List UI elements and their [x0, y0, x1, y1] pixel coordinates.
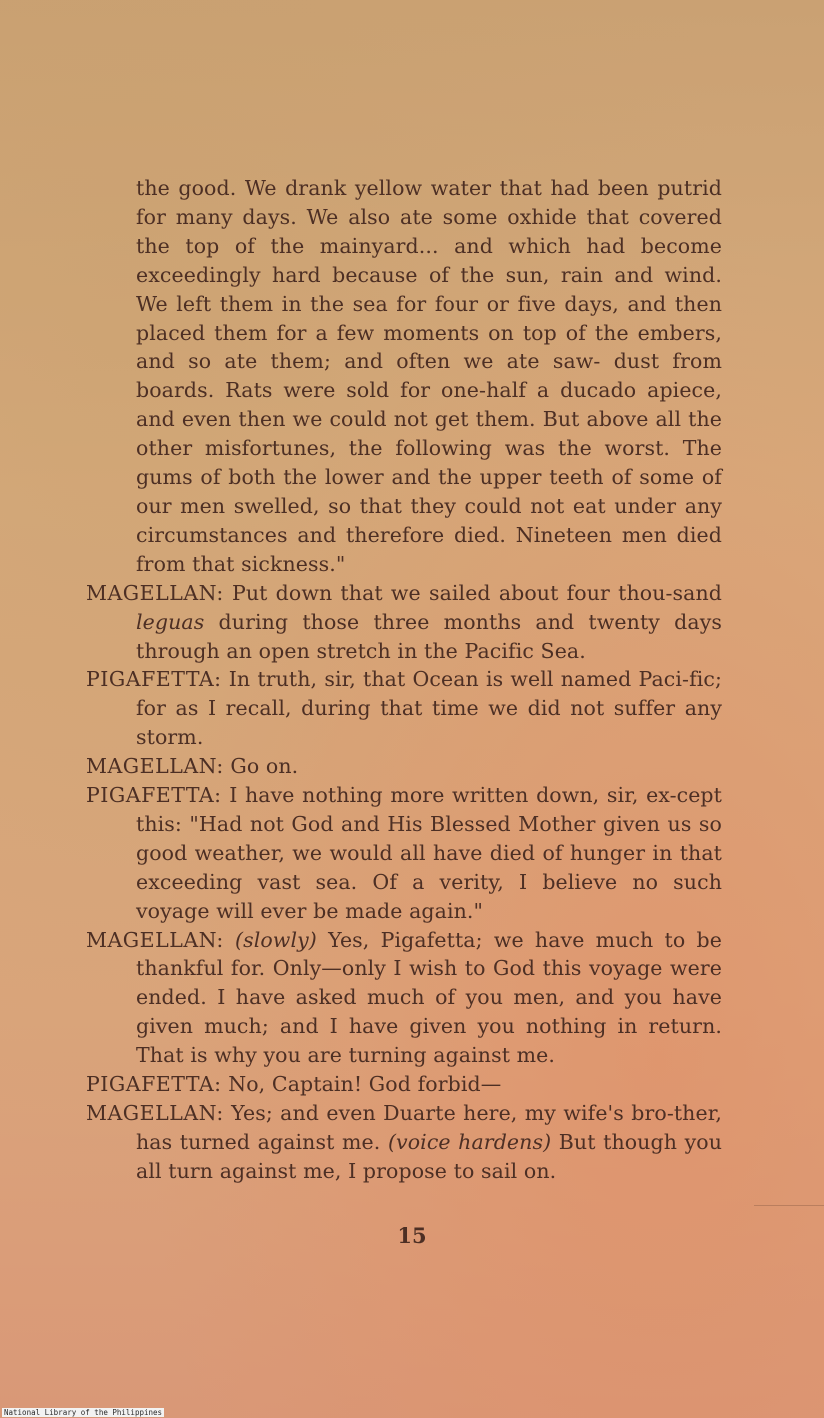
speaker-name: PIGAFETTA: [86, 1072, 222, 1097]
dialogue-line [86, 1070, 722, 1099]
play-text [86, 174, 722, 1186]
stage-direction: (slowly) [234, 927, 317, 952]
narration-line: the embers, and so ate them; and often we ate saw- [136, 320, 722, 374]
narration-line: ducado apiece, and even then we could not get them. [136, 378, 722, 432]
speaker-name: MAGELLAN: [86, 580, 224, 605]
narration-line: and then placed them for a few moments on top of [136, 291, 723, 345]
dialogue-text: I have nothing more written down, sir, ex-cept this: "Had not God and His Blessed Mother given us so good weather, we would all have died of hunger in that exceeding vast sea. Of a verity, I believe no such voyage will ever be made again." [136, 783, 722, 923]
narration-line: died. Nineteen men died from that sickness." [136, 522, 723, 576]
narration-line: putrid for many days. We also ate some oxhide that [136, 176, 722, 229]
speaker-name: PIGAFETTA: [86, 783, 222, 808]
dialogue-line [86, 579, 722, 666]
narration-line: wind. We left them in the sea for four or five days, [136, 262, 722, 316]
dialogue-text: But though you all turn against me, I propose to sail on. [136, 1129, 722, 1183]
narration-line: was the worst. The gums of both the lower and the [136, 436, 723, 490]
dialogue-text: during those three months and twenty days through an open stretch in the Pacific Sea. [136, 609, 722, 663]
dialogue-line [86, 926, 722, 1071]
page-number: 15 [397, 1223, 427, 1248]
dialogue-text: Yes, Pigafetta; we have much to be thankful for. Only—only I wish to God this voyage were ended. I have asked much of you men, and you have given much; and I have given you nothing in return. That is why you are turning against me. [136, 927, 722, 1068]
dialogue-line [86, 752, 722, 781]
narration-line: could not eat under any circumstances and therefore [136, 493, 722, 547]
speaker-name: MAGELLAN: [86, 1101, 224, 1125]
dialogue-text: Yes; and even Duarte here, my wife's bro-ther, has turned against me. [136, 1101, 722, 1154]
dialogue-line [86, 665, 722, 752]
dialogue-text: Put down that we sailed about four thou-sand [223, 580, 722, 605]
narration-line: covered the top of the mainyard... and which had [136, 204, 722, 258]
speaker-name: MAGELLAN: [86, 754, 224, 779]
narration-line: dust from boards. Rats were sold for one-half a [136, 349, 722, 403]
dialogue-text: No, Captain! God forbid— [221, 1072, 502, 1097]
stage-direction: (voice hardens) [387, 1129, 552, 1154]
narration-line: upper teeth of some of our men swelled, so that they [136, 465, 722, 518]
dialogue-line [86, 1099, 722, 1186]
narration-line: But above all the other misfortunes, the following [136, 407, 723, 461]
speaker-name: MAGELLAN: [86, 927, 224, 952]
narration-paragraph [86, 174, 722, 579]
narration-line: the good. We drank yellow water that had been [136, 176, 649, 200]
dialogue-line [86, 781, 722, 926]
emphasized-word: leguas [136, 609, 205, 634]
dialogue-text: In truth, sir, that Ocean is well named Paci-fic; for as I recall, during that time we did not suffer any storm. [136, 667, 722, 750]
speaker-name: PIGAFETTA: [86, 667, 222, 692]
narration-line: become exceedingly hard because of the sun, rain and [136, 233, 722, 287]
page-edge-mark [754, 1205, 824, 1209]
library-credit: National Library of the Philippines [4, 1408, 163, 1417]
dialogue-text: Go on. [223, 754, 299, 779]
